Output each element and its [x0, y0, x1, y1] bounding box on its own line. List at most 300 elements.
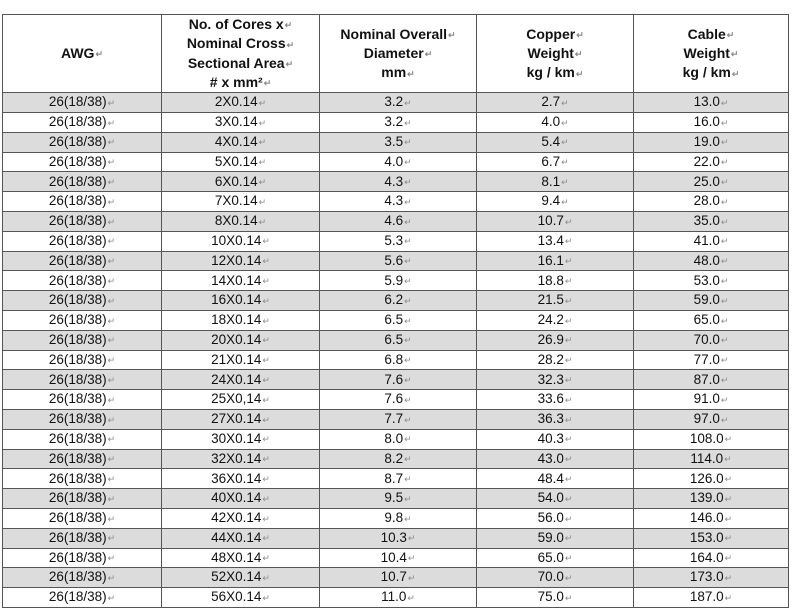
paragraph-mark: ↵ — [262, 553, 270, 564]
cell-overall-diameter: 4.3↵ — [320, 192, 477, 212]
cell-overall-diameter: 7.6↵ — [320, 390, 477, 410]
cell-awg: 26(18/38)↵ — [3, 588, 162, 608]
cell-awg: 26(18/38)↵ — [3, 152, 162, 172]
cell-cores-area: 16X0.14↵ — [162, 291, 320, 311]
paragraph-mark: ↵ — [262, 454, 270, 465]
paragraph-mark: ↵ — [107, 414, 116, 425]
paragraph-mark: ↵ — [107, 533, 116, 544]
paragraph-mark: ↵ — [404, 97, 412, 108]
paragraph-mark: ↵ — [724, 533, 733, 544]
paragraph-mark: ↵ — [720, 394, 729, 405]
paragraph-mark: ↵ — [407, 533, 416, 544]
cell-cores-area: 2X0.14↵ — [162, 93, 320, 113]
cell-overall-diameter: 8.7↵ — [320, 469, 477, 489]
paragraph-mark: ↵ — [258, 117, 267, 128]
paragraph-mark: ↵ — [720, 216, 729, 227]
cell-cores-area: 4X0.14↵ — [162, 132, 320, 152]
paragraph-mark: ↵ — [730, 49, 739, 60]
paragraph-mark: ↵ — [107, 335, 116, 346]
cell-cores-area: 27X0.14↵ — [162, 409, 320, 429]
cell-awg: 26(18/38)↵ — [3, 409, 162, 429]
paragraph-mark: ↵ — [574, 49, 583, 60]
cell-copper-weight: 16.1↵ — [477, 251, 634, 271]
paragraph-mark: ↵ — [262, 572, 270, 583]
paragraph-mark: ↵ — [107, 374, 116, 385]
table-row — [3, 469, 789, 489]
cell-overall-diameter: 6.2↵ — [320, 291, 477, 311]
paragraph-mark: ↵ — [576, 29, 584, 40]
column-header-overall-diameter — [320, 15, 477, 93]
paragraph-mark: ↵ — [258, 97, 267, 108]
cell-overall-diameter: 6.5↵ — [320, 330, 477, 350]
table-row — [3, 489, 789, 509]
paragraph-mark: ↵ — [724, 513, 733, 524]
column-header-line: kg / km↵ — [526, 64, 584, 81]
table-body — [3, 93, 789, 608]
cell-copper-weight: 18.8↵ — [477, 271, 634, 291]
cell-cable-weight: 126.0↵ — [634, 469, 789, 489]
paragraph-mark: ↵ — [262, 414, 270, 425]
table-row — [3, 350, 789, 370]
paragraph-mark: ↵ — [564, 553, 573, 564]
paragraph-mark: ↵ — [107, 196, 116, 207]
cell-cable-weight: 65.0↵ — [634, 310, 789, 330]
paragraph-mark: ↵ — [404, 473, 412, 484]
paragraph-mark: ↵ — [284, 20, 293, 31]
cell-overall-diameter: 4.3↵ — [320, 172, 477, 192]
paragraph-mark: ↵ — [262, 256, 270, 267]
cable-spec-table — [2, 14, 789, 608]
cell-overall-diameter: 10.3↵ — [320, 528, 477, 548]
table-row — [3, 508, 789, 528]
paragraph-mark: ↵ — [731, 68, 740, 79]
paragraph-mark: ↵ — [564, 315, 573, 326]
table-row — [3, 291, 789, 311]
cell-overall-diameter: 11.0↵ — [320, 588, 477, 608]
cell-overall-diameter: 10.7↵ — [320, 568, 477, 588]
cell-cores-area: 25X0,14↵ — [162, 390, 320, 410]
paragraph-mark: ↵ — [107, 295, 116, 306]
paragraph-mark: ↵ — [107, 157, 116, 168]
cell-copper-weight: 24.2↵ — [477, 310, 634, 330]
cell-awg: 26(18/38)↵ — [3, 568, 162, 588]
table-row — [3, 192, 789, 212]
paragraph-mark: ↵ — [107, 572, 116, 583]
paragraph-mark: ↵ — [720, 137, 729, 148]
cell-overall-diameter: 7.6↵ — [320, 370, 477, 390]
paragraph-mark: ↵ — [107, 394, 116, 405]
paragraph-mark: ↵ — [564, 572, 573, 583]
cell-awg: 26(18/38)↵ — [3, 370, 162, 390]
paragraph-mark: ↵ — [564, 236, 573, 247]
column-header-line: kg / km↵ — [682, 64, 740, 81]
cell-copper-weight: 48.4↵ — [477, 469, 634, 489]
cell-copper-weight: 5.4↵ — [477, 132, 634, 152]
cell-cores-area: 10X0.14↵ — [162, 231, 320, 251]
paragraph-mark: ↵ — [404, 236, 412, 247]
cell-cable-weight: 146.0↵ — [634, 508, 789, 528]
table-row — [3, 112, 789, 132]
cell-cable-weight: 187.0↵ — [634, 588, 789, 608]
paragraph-mark: ↵ — [724, 434, 733, 445]
cell-overall-diameter: 4.6↵ — [320, 211, 477, 231]
paragraph-mark: ↵ — [262, 394, 270, 405]
paragraph-mark: ↵ — [107, 434, 116, 445]
paragraph-mark: ↵ — [404, 315, 412, 326]
paragraph-mark: ↵ — [720, 355, 729, 366]
table-header — [3, 15, 789, 93]
cell-awg: 26(18/38)↵ — [3, 469, 162, 489]
cell-cable-weight: 77.0↵ — [634, 350, 789, 370]
column-header-line: Weight↵ — [683, 44, 739, 61]
cell-cores-area: 52X0.14↵ — [162, 568, 320, 588]
cell-cores-area: 20X0.14↵ — [162, 330, 320, 350]
cell-copper-weight: 59.0↵ — [477, 528, 634, 548]
cell-overall-diameter: 3.5↵ — [320, 132, 477, 152]
paragraph-mark: ↵ — [262, 236, 270, 247]
cell-cable-weight: 41.0↵ — [634, 231, 789, 251]
table-row — [3, 390, 789, 410]
cell-cores-area: 24X0.14↵ — [162, 370, 320, 390]
table-row — [3, 251, 789, 271]
header-row — [3, 15, 789, 93]
cell-copper-weight: 8.1↵ — [477, 172, 634, 192]
paragraph-mark: ↵ — [561, 97, 569, 108]
cell-cable-weight: 19.0↵ — [634, 132, 789, 152]
paragraph-mark: ↵ — [564, 355, 573, 366]
paragraph-mark: ↵ — [564, 394, 573, 405]
column-header-line: Sectional Area↵ — [187, 54, 294, 71]
column-header-cable-weight — [634, 15, 789, 93]
paragraph-mark: ↵ — [564, 533, 573, 544]
column-header-line: Nominal Cross↵ — [186, 35, 295, 52]
paragraph-mark: ↵ — [404, 137, 412, 148]
paragraph-mark: ↵ — [404, 454, 412, 465]
paragraph-mark: ↵ — [564, 434, 573, 445]
table-row — [3, 429, 789, 449]
paragraph-mark: ↵ — [407, 572, 416, 583]
cell-overall-diameter: 6.8↵ — [320, 350, 477, 370]
paragraph-mark: ↵ — [262, 295, 270, 306]
cell-overall-diameter: 10.4↵ — [320, 548, 477, 568]
paragraph-mark: ↵ — [564, 335, 573, 346]
cell-awg: 26(18/38)↵ — [3, 93, 162, 113]
paragraph-mark: ↵ — [262, 592, 270, 603]
paragraph-mark: ↵ — [285, 58, 294, 69]
paragraph-mark: ↵ — [404, 513, 412, 524]
paragraph-mark: ↵ — [107, 355, 116, 366]
cell-cable-weight: 25.0↵ — [634, 172, 789, 192]
cell-copper-weight: 54.0↵ — [477, 489, 634, 509]
cell-cable-weight: 53.0↵ — [634, 271, 789, 291]
cell-cores-area: 42X0.14↵ — [162, 508, 320, 528]
paragraph-mark: ↵ — [407, 553, 416, 564]
cell-awg: 26(18/38)↵ — [3, 350, 162, 370]
paragraph-mark: ↵ — [720, 275, 729, 286]
paragraph-mark: ↵ — [404, 394, 412, 405]
paragraph-mark: ↵ — [107, 315, 116, 326]
paragraph-mark: ↵ — [262, 473, 270, 484]
paragraph-mark: ↵ — [564, 256, 573, 267]
cell-copper-weight: 13.4↵ — [477, 231, 634, 251]
paragraph-mark: ↵ — [262, 493, 270, 504]
paragraph-mark: ↵ — [262, 315, 270, 326]
cell-copper-weight: 6.7↵ — [477, 152, 634, 172]
column-header-line: Diameter↵ — [363, 44, 433, 61]
column-header-line: Copper↵ — [526, 25, 584, 42]
paragraph-mark: ↵ — [107, 513, 116, 524]
table-row — [3, 231, 789, 251]
table-row — [3, 172, 789, 192]
paragraph-mark: ↵ — [107, 592, 116, 603]
cell-copper-weight: 32.3↵ — [477, 370, 634, 390]
cell-awg: 26(18/38)↵ — [3, 489, 162, 509]
paragraph-mark: ↵ — [564, 295, 573, 306]
paragraph-mark: ↵ — [107, 137, 116, 148]
paragraph-mark: ↵ — [561, 176, 569, 187]
paragraph-mark: ↵ — [404, 176, 412, 187]
cell-cable-weight: 48.0↵ — [634, 251, 789, 271]
paragraph-mark: ↵ — [448, 29, 456, 40]
cell-overall-diameter: 4.0↵ — [320, 152, 477, 172]
column-header-copper-weight — [477, 15, 634, 93]
cell-cores-area: 3X0.14↵ — [162, 112, 320, 132]
cell-overall-diameter: 9.5↵ — [320, 489, 477, 509]
paragraph-mark: ↵ — [262, 335, 270, 346]
cell-cable-weight: 97.0↵ — [634, 409, 789, 429]
cell-overall-diameter: 5.6↵ — [320, 251, 477, 271]
cell-cores-area: 48X0.14↵ — [162, 548, 320, 568]
paragraph-mark: ↵ — [564, 216, 573, 227]
table-row — [3, 310, 789, 330]
table-row — [3, 211, 789, 231]
cell-awg: 26(18/38)↵ — [3, 390, 162, 410]
cell-copper-weight: 9.4↵ — [477, 192, 634, 212]
cell-cores-area: 32X0.14↵ — [162, 449, 320, 469]
paragraph-mark: ↵ — [404, 414, 412, 425]
cell-cable-weight: 139.0↵ — [634, 489, 789, 509]
paragraph-mark: ↵ — [561, 137, 569, 148]
table-row — [3, 568, 789, 588]
paragraph-mark: ↵ — [564, 513, 573, 524]
paragraph-mark: ↵ — [404, 117, 412, 128]
cell-copper-weight: 28.2↵ — [477, 350, 634, 370]
cell-cores-area: 14X0.14↵ — [162, 271, 320, 291]
cell-cable-weight: 108.0↵ — [634, 429, 789, 449]
paragraph-mark: ↵ — [107, 256, 116, 267]
paragraph-mark: ↵ — [286, 39, 295, 50]
paragraph-mark: ↵ — [262, 275, 270, 286]
paragraph-mark: ↵ — [404, 275, 412, 286]
cell-cable-weight: 59.0↵ — [634, 291, 789, 311]
paragraph-mark: ↵ — [720, 335, 729, 346]
cell-cable-weight: 13.0↵ — [634, 93, 789, 113]
paragraph-mark: ↵ — [404, 374, 412, 385]
cell-overall-diameter: 5.9↵ — [320, 271, 477, 291]
cell-copper-weight: 75.0↵ — [477, 588, 634, 608]
paragraph-mark: ↵ — [424, 49, 433, 60]
paragraph-mark: ↵ — [404, 434, 412, 445]
paragraph-mark: ↵ — [564, 275, 573, 286]
cell-cable-weight: 22.0↵ — [634, 152, 789, 172]
cell-awg: 26(18/38)↵ — [3, 310, 162, 330]
spec-table-container — [2, 14, 789, 608]
paragraph-mark: ↵ — [561, 157, 569, 168]
cell-awg: 26(18/38)↵ — [3, 251, 162, 271]
paragraph-mark: ↵ — [564, 454, 573, 465]
table-row — [3, 449, 789, 469]
column-header-line: Cable↵ — [687, 25, 735, 42]
paragraph-mark: ↵ — [720, 236, 729, 247]
cell-awg: 26(18/38)↵ — [3, 449, 162, 469]
paragraph-mark: ↵ — [724, 493, 733, 504]
paragraph-mark: ↵ — [262, 533, 270, 544]
paragraph-mark: ↵ — [107, 553, 116, 564]
cell-cores-area: 5X0.14↵ — [162, 152, 320, 172]
paragraph-mark: ↵ — [107, 236, 116, 247]
cell-awg: 26(18/38)↵ — [3, 132, 162, 152]
cell-copper-weight: 56.0↵ — [477, 508, 634, 528]
column-header-line: # x mm²↵ — [209, 73, 272, 90]
column-header-line: No. of Cores x↵ — [188, 16, 293, 32]
paragraph-mark: ↵ — [404, 216, 412, 227]
cell-overall-diameter: 7.7↵ — [320, 409, 477, 429]
paragraph-mark: ↵ — [404, 295, 412, 306]
table-row — [3, 271, 789, 291]
cell-copper-weight: 40.3↵ — [477, 429, 634, 449]
paragraph-mark: ↵ — [107, 216, 116, 227]
cell-copper-weight: 65.0↵ — [477, 548, 634, 568]
paragraph-mark: ↵ — [724, 473, 733, 484]
cell-cable-weight: 114.0↵ — [634, 449, 789, 469]
table-row — [3, 409, 789, 429]
cell-cores-area: 6X0.14↵ — [162, 172, 320, 192]
paragraph-mark: ↵ — [720, 315, 729, 326]
cell-cores-area: 18X0.14↵ — [162, 310, 320, 330]
cell-awg: 26(18/38)↵ — [3, 528, 162, 548]
cell-copper-weight: 36.3↵ — [477, 409, 634, 429]
paragraph-mark: ↵ — [720, 295, 729, 306]
paragraph-mark: ↵ — [720, 374, 729, 385]
paragraph-mark: ↵ — [724, 592, 733, 603]
cell-overall-diameter: 9.8↵ — [320, 508, 477, 528]
paragraph-mark: ↵ — [95, 49, 103, 60]
cell-cores-area: 21X0.14↵ — [162, 350, 320, 370]
cell-cable-weight: 87.0↵ — [634, 370, 789, 390]
cell-copper-weight: 33.6↵ — [477, 390, 634, 410]
cell-cores-area: 44X0.14↵ — [162, 528, 320, 548]
cell-copper-weight: 10.7↵ — [477, 211, 634, 231]
paragraph-mark: ↵ — [564, 592, 573, 603]
paragraph-mark: ↵ — [404, 157, 412, 168]
table-row — [3, 93, 789, 113]
cell-awg: 26(18/38)↵ — [3, 330, 162, 350]
cell-cable-weight: 16.0↵ — [634, 112, 789, 132]
paragraph-mark: ↵ — [258, 216, 267, 227]
table-row — [3, 152, 789, 172]
cell-cable-weight: 35.0↵ — [634, 211, 789, 231]
paragraph-mark: ↵ — [720, 97, 729, 108]
paragraph-mark: ↵ — [564, 493, 573, 504]
paragraph-mark: ↵ — [107, 97, 116, 108]
paragraph-mark: ↵ — [107, 454, 116, 465]
cell-awg: 26(18/38)↵ — [3, 271, 162, 291]
paragraph-mark: ↵ — [258, 176, 267, 187]
paragraph-mark: ↵ — [404, 355, 412, 366]
cell-awg: 26(18/38)↵ — [3, 508, 162, 528]
cell-copper-weight: 70.0↵ — [477, 568, 634, 588]
column-header-line: Nominal Overall↵ — [340, 25, 456, 42]
paragraph-mark: ↵ — [258, 157, 267, 168]
cell-cores-area: 40X0.14↵ — [162, 489, 320, 509]
paragraph-mark: ↵ — [404, 196, 412, 207]
cell-cable-weight: 164.0↵ — [634, 548, 789, 568]
cell-cable-weight: 173.0↵ — [634, 568, 789, 588]
table-row — [3, 528, 789, 548]
cell-awg: 26(18/38)↵ — [3, 172, 162, 192]
paragraph-mark: ↵ — [258, 137, 267, 148]
cell-cable-weight: 70.0↵ — [634, 330, 789, 350]
paragraph-mark: ↵ — [720, 414, 729, 425]
paragraph-mark: ↵ — [561, 117, 569, 128]
cell-copper-weight: 2.7↵ — [477, 93, 634, 113]
paragraph-mark: ↵ — [107, 117, 116, 128]
paragraph-mark: ↵ — [107, 275, 116, 286]
column-header-line: AWG↵ — [61, 44, 103, 61]
cell-cores-area: 7X0.14↵ — [162, 192, 320, 212]
cell-overall-diameter: 6.5↵ — [320, 310, 477, 330]
table-row — [3, 132, 789, 152]
cell-cores-area: 8X0.14↵ — [162, 211, 320, 231]
column-header-line: mm↵ — [381, 64, 415, 81]
paragraph-mark: ↵ — [561, 196, 569, 207]
paragraph-mark: ↵ — [720, 157, 729, 168]
paragraph-mark: ↵ — [726, 29, 735, 40]
paragraph-mark: ↵ — [564, 473, 573, 484]
cell-copper-weight: 21.5↵ — [477, 291, 634, 311]
cell-copper-weight: 26.9↵ — [477, 330, 634, 350]
cell-awg: 26(18/38)↵ — [3, 548, 162, 568]
cell-overall-diameter: 3.2↵ — [320, 112, 477, 132]
cell-awg: 26(18/38)↵ — [3, 429, 162, 449]
paragraph-mark: ↵ — [107, 473, 116, 484]
cell-cores-area: 12X0.14↵ — [162, 251, 320, 271]
cell-awg: 26(18/38)↵ — [3, 291, 162, 311]
paragraph-mark: ↵ — [262, 513, 270, 524]
paragraph-mark: ↵ — [720, 117, 729, 128]
column-header-line: Weight↵ — [527, 44, 583, 61]
paragraph-mark: ↵ — [407, 592, 415, 603]
paragraph-mark: ↵ — [575, 68, 584, 79]
column-header-awg — [3, 15, 162, 93]
paragraph-mark: ↵ — [404, 493, 412, 504]
cell-awg: 26(18/38)↵ — [3, 112, 162, 132]
paragraph-mark: ↵ — [107, 176, 116, 187]
paragraph-mark: ↵ — [404, 335, 412, 346]
cell-awg: 26(18/38)↵ — [3, 192, 162, 212]
cell-cores-area: 30X0.14↵ — [162, 429, 320, 449]
paragraph-mark: ↵ — [263, 78, 272, 89]
cell-overall-diameter: 8.2↵ — [320, 449, 477, 469]
cell-awg: 26(18/38)↵ — [3, 211, 162, 231]
paragraph-mark: ↵ — [262, 355, 270, 366]
cell-overall-diameter: 8.0↵ — [320, 429, 477, 449]
paragraph-mark: ↵ — [262, 434, 270, 445]
cell-copper-weight: 4.0↵ — [477, 112, 634, 132]
paragraph-mark: ↵ — [564, 414, 573, 425]
cell-cable-weight: 91.0↵ — [634, 390, 789, 410]
table-row — [3, 370, 789, 390]
